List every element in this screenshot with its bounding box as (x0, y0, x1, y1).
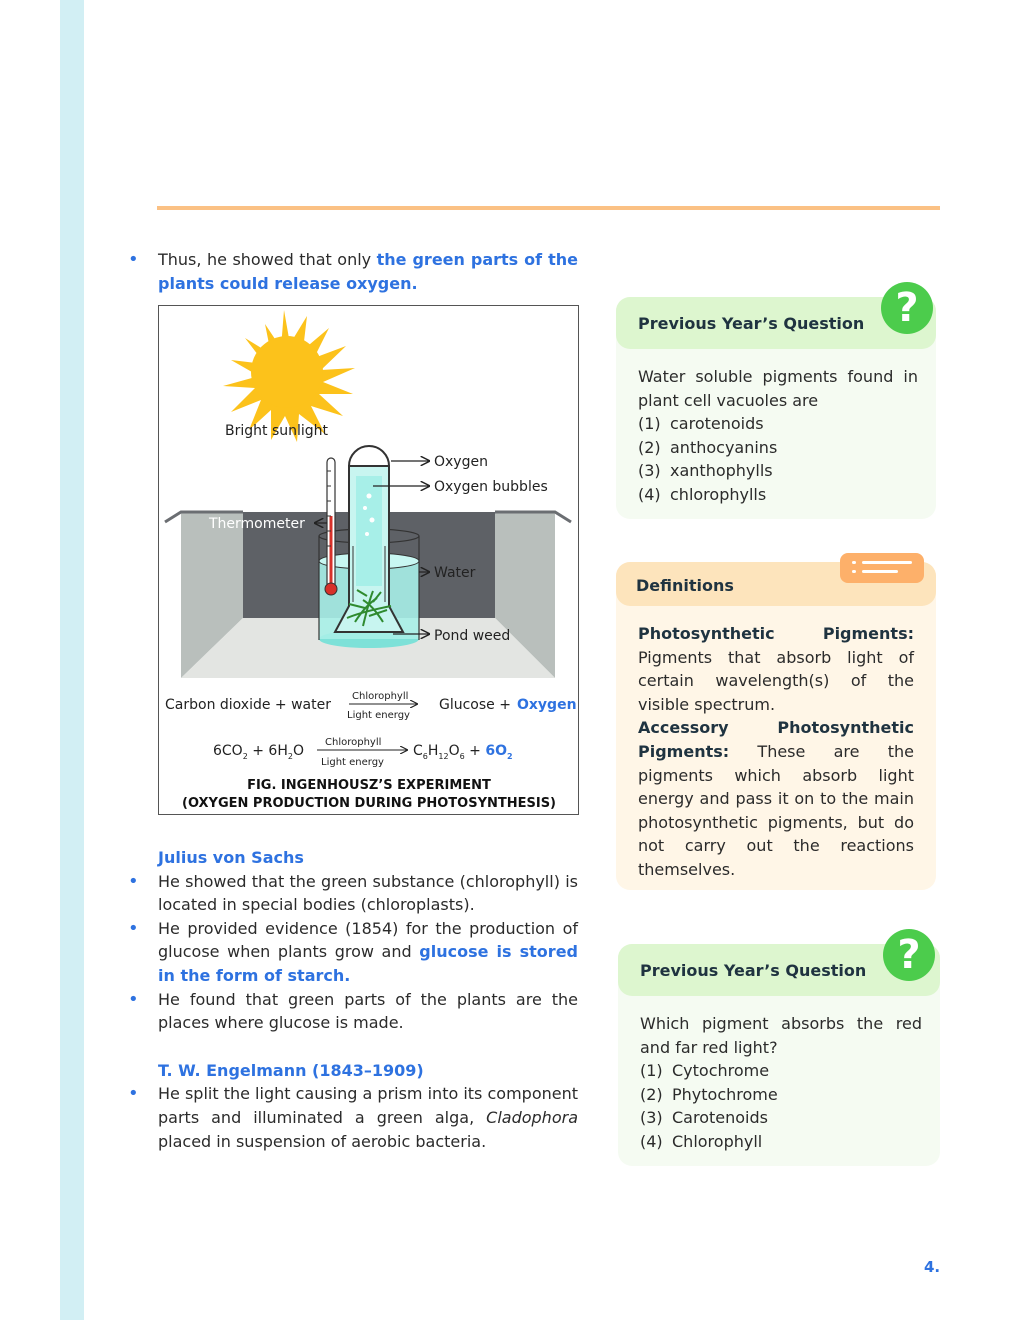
svg-text:Light energy: Light energy (321, 757, 384, 768)
pyq-body (640, 1012, 922, 1154)
svg-text:C6H12O6 + 6O2: $C_6H_{12}O_6 + 6O_2$ (413, 743, 513, 761)
svg-text:Glucose +: Glucose + (439, 697, 511, 713)
definitions-title: Definitions (636, 576, 734, 595)
pyq-option: (3) xanthophylls (638, 461, 773, 481)
figure-caption: FIG. INGENHOUSZ’S EXPERIMENT (247, 778, 491, 793)
pyq-option: (1) carotenoids (638, 414, 764, 434)
svg-text:Chlorophyll: Chlorophyll (352, 691, 409, 702)
label-water: Water (434, 565, 476, 581)
pyq-card-2 (618, 944, 940, 1166)
figure-caption-sub: (OXYGEN PRODUCTION DURING PHOTOSYNTHESIS) (182, 796, 556, 811)
pyq-option: (1) Cytochrome (640, 1061, 770, 1081)
svg-text:Light energy: Light energy (347, 710, 410, 721)
definitions-card (616, 562, 936, 890)
left-column-lower (128, 846, 578, 1153)
label-oxygen-bubbles: Oxygen bubbles (434, 479, 548, 495)
intro-bullet (128, 248, 578, 295)
word-equation (165, 691, 577, 721)
page-number: 4. (924, 1258, 941, 1276)
definitions-body: Photosynthetic Pigments: Pigments that absorb light of certain wavelength(s) of the visible spectrum. Accessory Photosynthetic Pigments: These are the pigments which absorb light energy and pass it on to the main photosynthetic pigments, but do not carry out the reactions themselves. (638, 624, 914, 879)
side-strip (60, 0, 84, 1320)
pyq-body (638, 365, 918, 507)
pyq-question: Water soluble pigments found in plant cell vacuoles are (638, 367, 918, 410)
question-icon: ? (883, 929, 935, 981)
header-rule (157, 206, 940, 210)
experiment-illustration (159, 306, 580, 816)
engelmann-bullet-1: • He split the light causing a prism into its component parts and illuminated a green alga, Cladophora placed in suspension of aerobic bacteria. (128, 1082, 578, 1153)
notes-icon (840, 553, 924, 583)
pyq-option: (4) chlorophylls (638, 484, 767, 504)
sachs-heading: Julius von Sachs (158, 848, 304, 867)
pyq-title: Previous Year’s Question (638, 314, 865, 333)
sachs-bullet-3: • He found that green parts of the plants are the places where glucose is made. (128, 988, 578, 1035)
label-thermometer: Thermometer (209, 516, 305, 532)
sachs-bullet-2: • He provided evidence (1854) for the production of glucose when plants grow and glucose is stored in the form of starch. (128, 917, 578, 988)
pyq-question: Which pigment absorbs the red and far red light? (640, 1014, 922, 1057)
label-sunlight: Bright sunlight (225, 423, 329, 439)
svg-text:Carbon dioxide + water: Carbon dioxide + water (165, 697, 331, 713)
pyq-option: (2) anthocyanins (638, 437, 778, 457)
engelmann-heading: T. W. Engelmann (1843–1909) (158, 1060, 424, 1080)
ingenhousz-figure (158, 305, 579, 815)
pyq-card-1 (616, 297, 936, 519)
chemical-equation (213, 737, 513, 768)
question-icon: ? (881, 282, 933, 334)
intro-highlight: the green parts of the plants could release oxygen. (158, 250, 578, 293)
svg-text:6CO2 + 6H2O: $6CO_2 + 6H_2O$ (213, 743, 304, 761)
label-oxygen: Oxygen (434, 454, 488, 470)
pyq-option: (4) Chlorophyll (640, 1131, 763, 1151)
pyq-title: Previous Year’s Question (640, 961, 867, 980)
sachs-bullet-1: • He showed that the green substance (chlorophyll) is located in special bodies (chloroplasts). (128, 870, 578, 917)
pyq-option: (3) Carotenoids (640, 1108, 768, 1128)
left-column (128, 248, 578, 295)
thermometer-icon (325, 458, 337, 595)
pyq-option: (2) Phytochrome (640, 1084, 778, 1104)
intro-text: Thus, he showed that only (158, 250, 377, 269)
label-pond-weed: Pond weed (434, 628, 511, 644)
svg-text:Oxygen: Oxygen (517, 697, 577, 713)
svg-text:Chlorophyll: Chlorophyll (325, 737, 382, 748)
